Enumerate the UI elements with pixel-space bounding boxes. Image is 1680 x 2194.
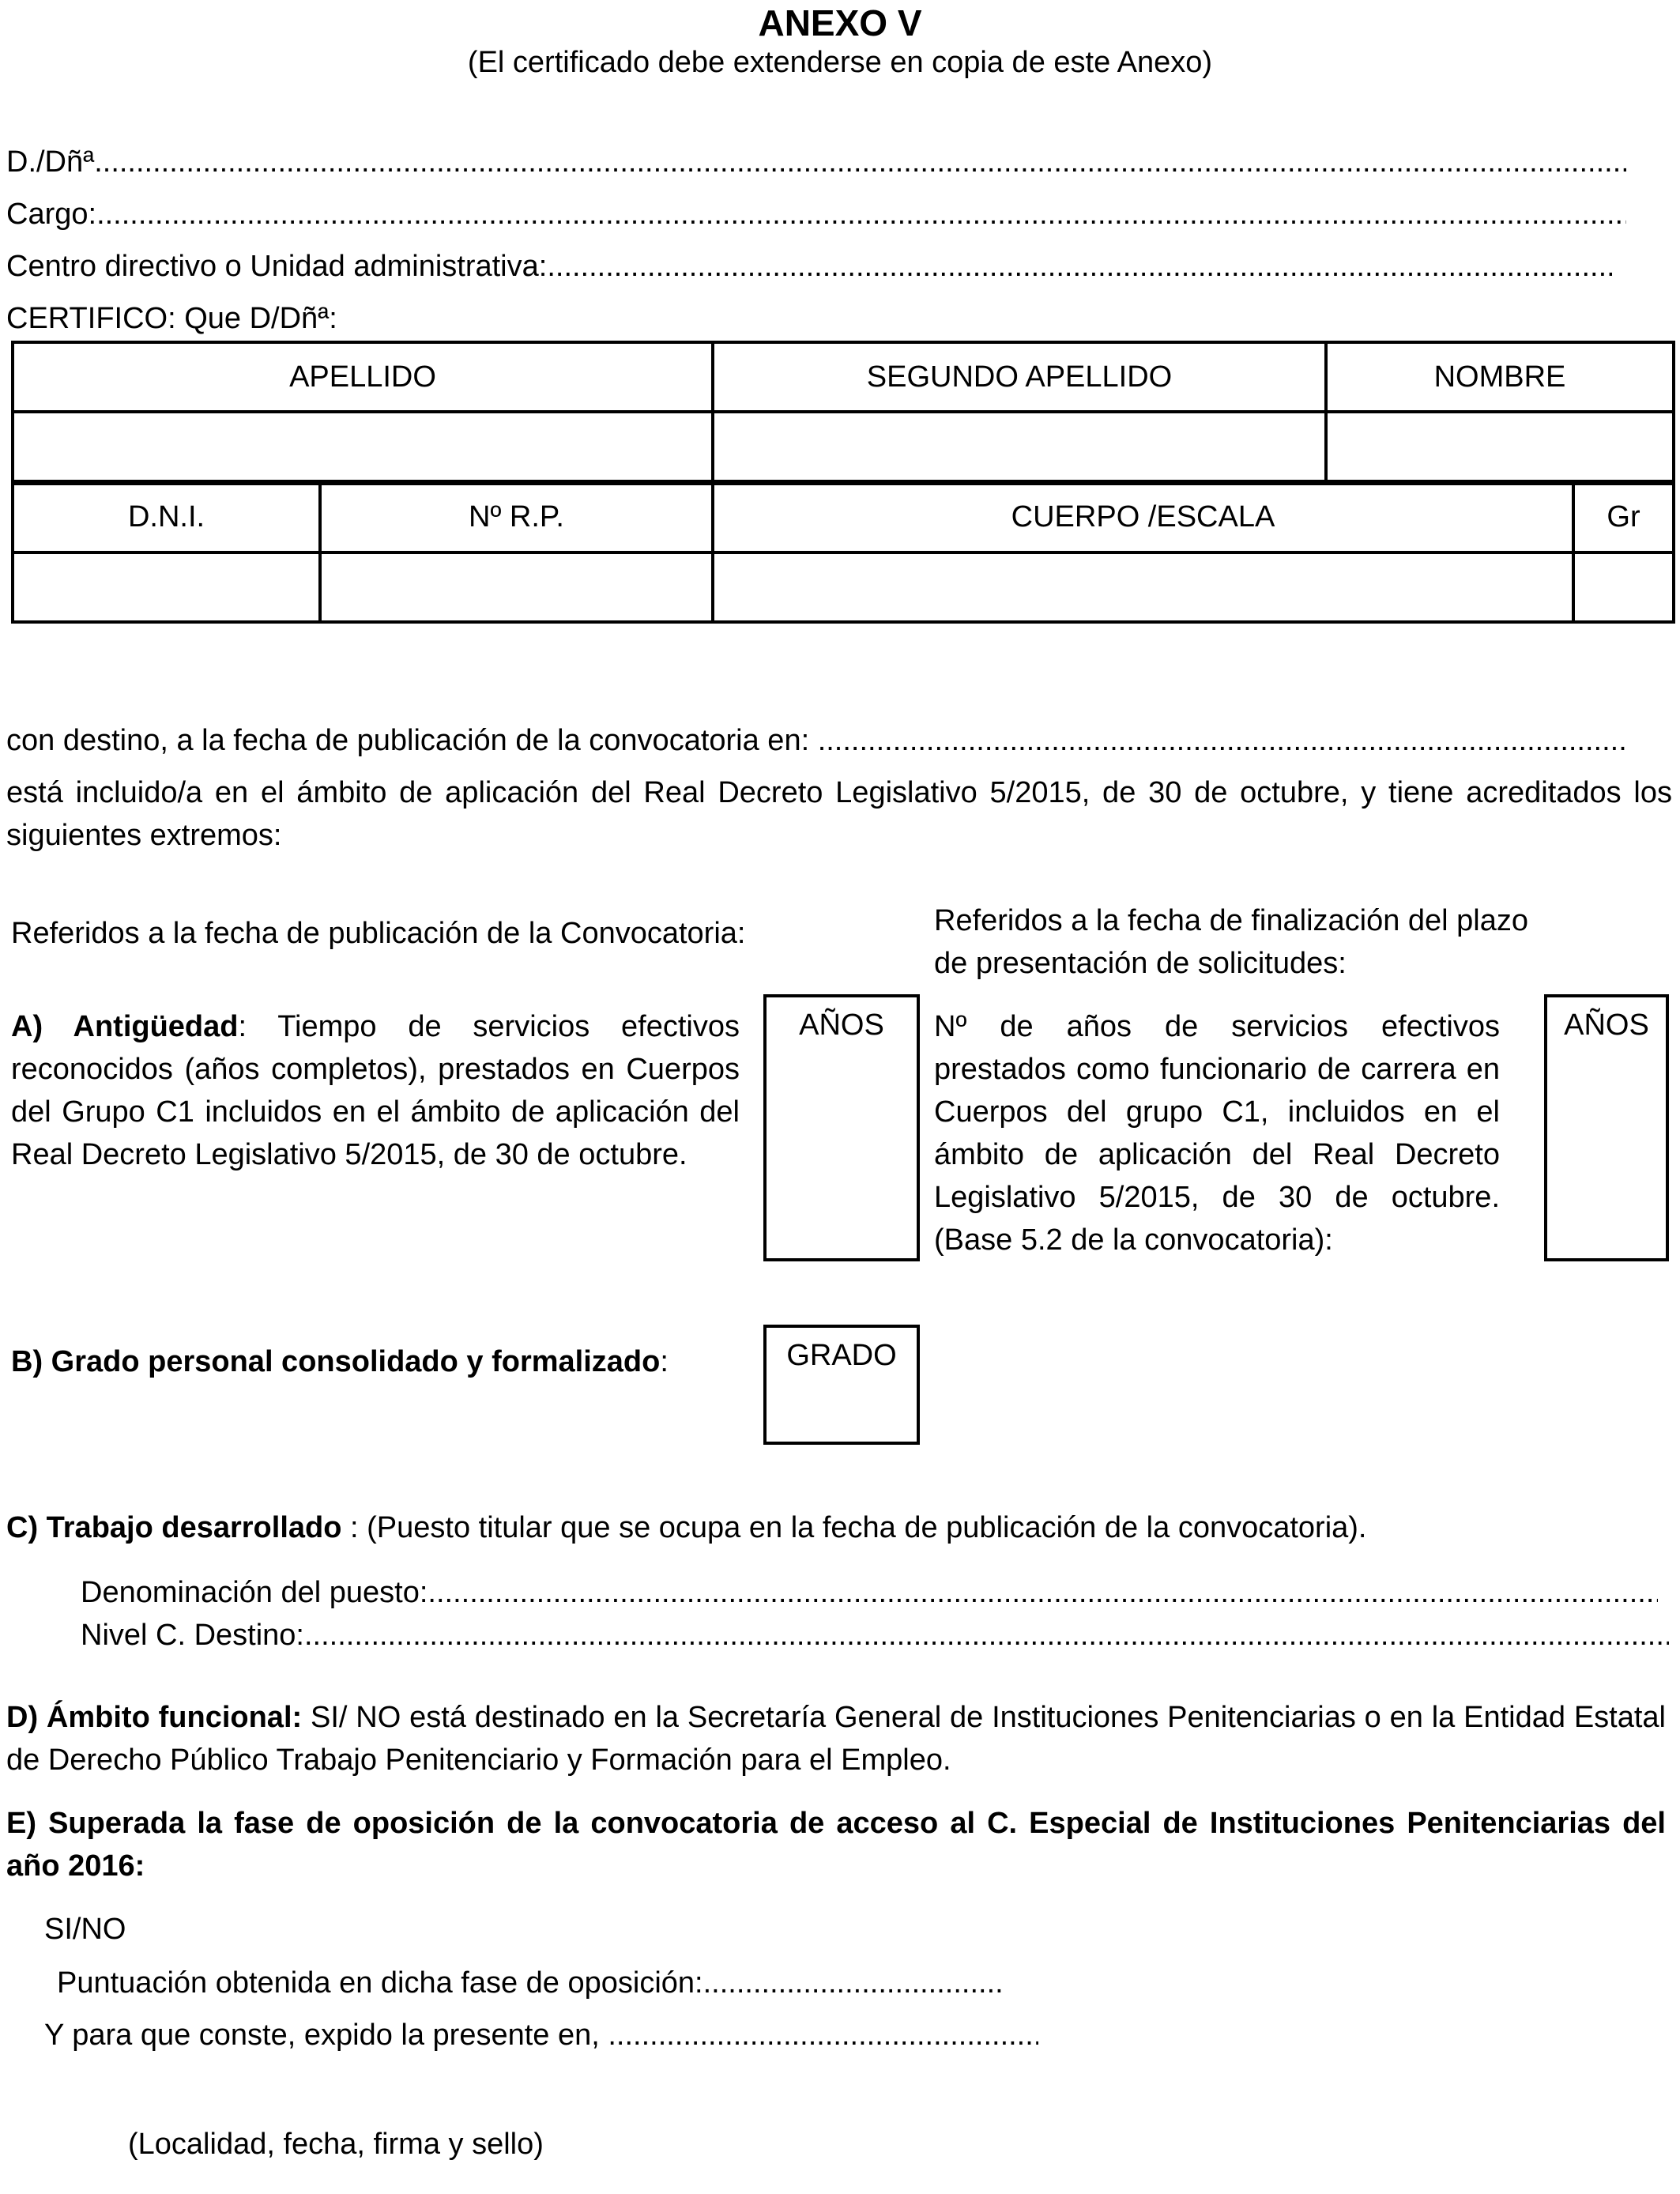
field-destino[interactable] [6,719,1626,762]
firma-caption: (Localidad, fecha, firma y sello) [128,2128,544,2161]
field-destino-dots [818,719,1626,762]
field-dona-label: D./Dñª [6,145,95,179]
col-header-nombre: NOMBRE [1326,342,1674,412]
identity-table-ids [11,480,1675,624]
right-heading-line2: de presentación de solicitudes: [934,947,1347,980]
field-destino-label: con destino, a la fecha de publicación de la convocatoria en: [6,724,818,757]
field-nivel-dots [304,1614,1669,1657]
cell-nrp[interactable] [320,552,713,622]
trabajo-label-bold: C) Trabajo desarrollado [6,1511,342,1544]
col-header-segundo-apellido: SEGUNDO APELLIDO [713,342,1326,412]
col-header-nrp: Nº R.P. [320,481,713,552]
cell-dni[interactable] [13,552,320,622]
field-cargo[interactable] [6,193,1626,236]
grado-label [11,1340,669,1383]
right-heading-line1: Referidos a la fecha de finalización del plazo [934,904,1529,937]
col-header-cuerpo-escala: CUERPO /ESCALA [713,481,1573,552]
certifico-label: CERTIFICO: Que D/Dñª: [6,302,337,335]
field-puntuacion[interactable] [57,1962,1005,2004]
sino-text: SI/NO [44,1913,126,1946]
anos-box-left[interactable] [763,994,920,1261]
field-denominacion-label: Denominación del puesto: [81,1576,428,1609]
antiguedad-label: A) Antigüedad [11,1010,239,1043]
anos-box-right-label: AÑOS [1564,1008,1649,1042]
field-denominacion[interactable] [81,1571,1658,1614]
field-expido[interactable] [44,2014,1038,2056]
field-centro-dots [547,245,1612,288]
field-dona[interactable] [6,141,1626,183]
cell-cuerpo-escala[interactable] [713,552,1573,622]
trabajo-label-rest: : (Puesto titular que se ocupa en la fecha de publicación de la convocatoria). [341,1511,1367,1544]
page-title: ANEXO V [758,2,922,43]
field-denominacion-dots [428,1571,1658,1614]
anos-box-left-label: AÑOS [799,1008,884,1042]
field-puntuacion-dots [703,1962,1005,2004]
grado-label-rest: : [660,1345,669,1378]
field-cargo-label: Cargo: [6,198,97,231]
ambito-paragraph [6,1696,1666,1781]
identity-table-names [11,341,1675,485]
field-centro-label: Centro directivo o Unidad administrativa: [6,250,548,283]
ambito-text: SI/ NO está destinado en la Secretaría General de Instituciones Penitenciarias o en la Entidad Estatal de Derecho Público Trabajo Penitenciario y Formación para el Empleo. [6,1701,1666,1777]
field-expido-label: Y para que conste, expido la presente en, [44,2019,608,2052]
superada-heading: E) Superada la fase de oposición de la convocatoria de acceso al C. Especial de Instituciones Penitenciarias del año 2016: [6,1807,1666,1883]
col-header-grupo: Gr [1573,481,1674,552]
grado-box[interactable] [763,1325,920,1445]
grado-box-label: GRADO [786,1339,897,1372]
cell-grupo[interactable] [1573,552,1674,622]
field-dona-dots [94,141,1626,183]
field-nivel-label: Nivel C. Destino: [81,1619,304,1652]
col-header-apellido: APELLIDO [13,342,713,412]
antiguedad-text [11,1005,740,1176]
ambito-label: D) Ámbito funcional: [6,1701,303,1734]
antiguedad-description: : Tiempo de servicios efectivos reconocidos (años completos), prestados en Cuerpos del Grupo C1 incluidos en el ámbito de aplicación del Real Decreto Legislativo 5/2015, de 30 de octubre. [11,1010,740,1171]
field-expido-dots [608,2014,1038,2056]
grado-label-bold: B) Grado personal consolidado y formalizado [11,1345,661,1378]
right-years-text: Nº de años de servicios efectivos prestados como funcionario de carrera en Cuerpos del grupo C1, incluidos en el ámbito de aplicación del Real Decreto Legislativo 5/2015, de 30 de octubre. (Base 5.2 de la convocatoria): [934,1010,1500,1257]
cell-segundo-apellido[interactable] [713,412,1326,484]
col-header-dni: D.N.I. [13,481,320,552]
left-heading: Referidos a la fecha de publicación de la Convocatoria: [11,917,746,950]
cell-nombre[interactable] [1326,412,1674,484]
field-cargo-dots [96,193,1626,236]
anos-box-right[interactable] [1544,994,1669,1261]
trabajo-label [6,1506,1366,1549]
incluido-paragraph: está incluido/a en el ámbito de aplicación del Real Decreto Legislativo 5/2015, de 30 de octubre, y tiene acreditados los siguientes extremos: [6,776,1672,852]
page-subtitle: (El certificado debe extenderse en copia de este Anexo) [467,46,1213,79]
field-puntuacion-label: Puntuación obtenida en dicha fase de oposición: [57,1966,703,2000]
cell-apellido[interactable] [13,412,713,484]
field-centro[interactable] [6,245,1612,288]
field-nivel[interactable] [81,1614,1669,1657]
